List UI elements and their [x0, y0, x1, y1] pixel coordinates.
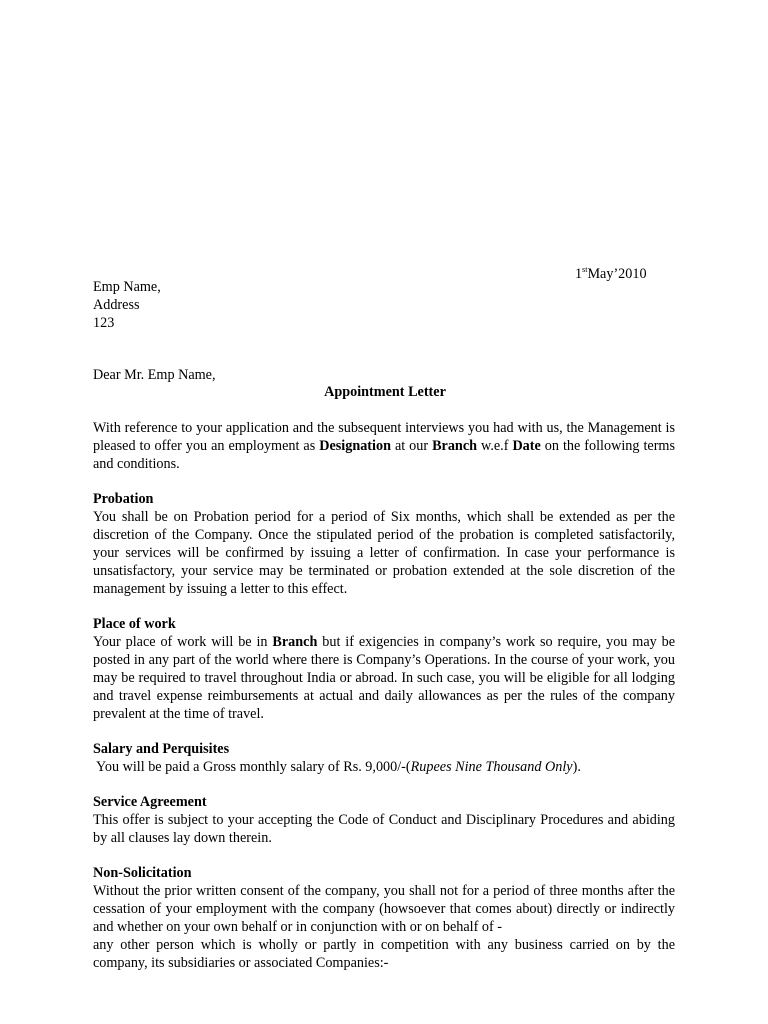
place-of-work-text [93, 634, 675, 724]
recipient-address-line: Address [93, 296, 140, 313]
intro-text-1: With reference to your application and the subsequent interviews you had with us, the Management is pleased to offer you an employment as [93, 420, 675, 454]
salary-text [93, 759, 675, 777]
intro-text-4: on the following terms and conditions. [93, 437, 675, 472]
date-suffix: st [582, 265, 588, 274]
recipient-address [93, 279, 675, 333]
probation-section [93, 491, 675, 598]
date-rest: May’2010 [587, 266, 647, 282]
service-agreement-text: This offer is subject to your accepting the Code of Conduct and Disciplinary Procedures and abiding by all clauses lay down therein. [93, 811, 675, 846]
salary-text-1: You will be paid a Gross monthly salary of Rs. 9,000/-( [93, 758, 411, 775]
intro-paragraph [93, 420, 675, 474]
place-of-work-heading: Place of work [93, 616, 176, 632]
service-agreement-heading: Service Agreement [93, 794, 207, 810]
date-field: Date [512, 437, 541, 454]
designation-field: Designation [319, 437, 391, 454]
branch-field: Branch [432, 437, 478, 454]
probation-heading: Probation [93, 491, 154, 507]
salary-heading: Salary and Perquisites [93, 741, 230, 757]
non-solicitation-text-1: Without the prior written consent of the company, you shall not for a period of three months after the cessation of your employment with the company (howsoever that comes about) directly or indirectly and whether on your own behalf or in conjunction with or on behalf of - [93, 882, 675, 935]
intro-text-2: at our [390, 437, 433, 454]
letter-title: Appointment Letter [324, 384, 446, 400]
non-solicitation-text-2: any other person which is wholly or partly in competition with any business carried on by the company, its subsidiaries or associated Companies:- [93, 936, 675, 971]
recipient-name: Emp Name, [93, 279, 161, 295]
probation-text: You shall be on Probation period for a period of Six months, which shall be extended as per the discretion of the Company. Once the stipulated period of the probation is completed satisfactorily, your services will be confirmed by issuing a letter of confirmation. In case your performance is unsatisfactory, your service may be terminated or probation extended at the sole discretion of the management by issuing a letter to this effect. [93, 508, 675, 597]
salutation: Dear Mr. Emp Name, [93, 367, 216, 383]
service-agreement-section [93, 794, 675, 848]
salary-amount-words: Rupees Nine Thousand Only [410, 758, 573, 775]
intro-text-3: w.e.f [477, 437, 513, 454]
recipient-number: 123 [93, 314, 115, 331]
salary-text-2: ). [572, 758, 581, 775]
place-of-work-section [93, 616, 675, 723]
place-text-1: Your place of work will be in [93, 633, 273, 650]
non-solicitation-section [93, 865, 675, 972]
salary-section [93, 741, 675, 777]
place-text-2: but if exigencies in company’s work so require, you may be posted in any part of the world where there is Company’s Operations. In the course of your work, you may be required to travel throughout India or abroad. In such case, you will be eligible for all lodging and travel expense reimbursements at actual and daily allowances as per the rules of the company prevalent at the time of travel. [93, 633, 675, 722]
place-branch-field: Branch [272, 633, 318, 650]
date-day: 1 [575, 266, 583, 282]
non-solicitation-heading: Non-Solicitation [93, 865, 192, 881]
